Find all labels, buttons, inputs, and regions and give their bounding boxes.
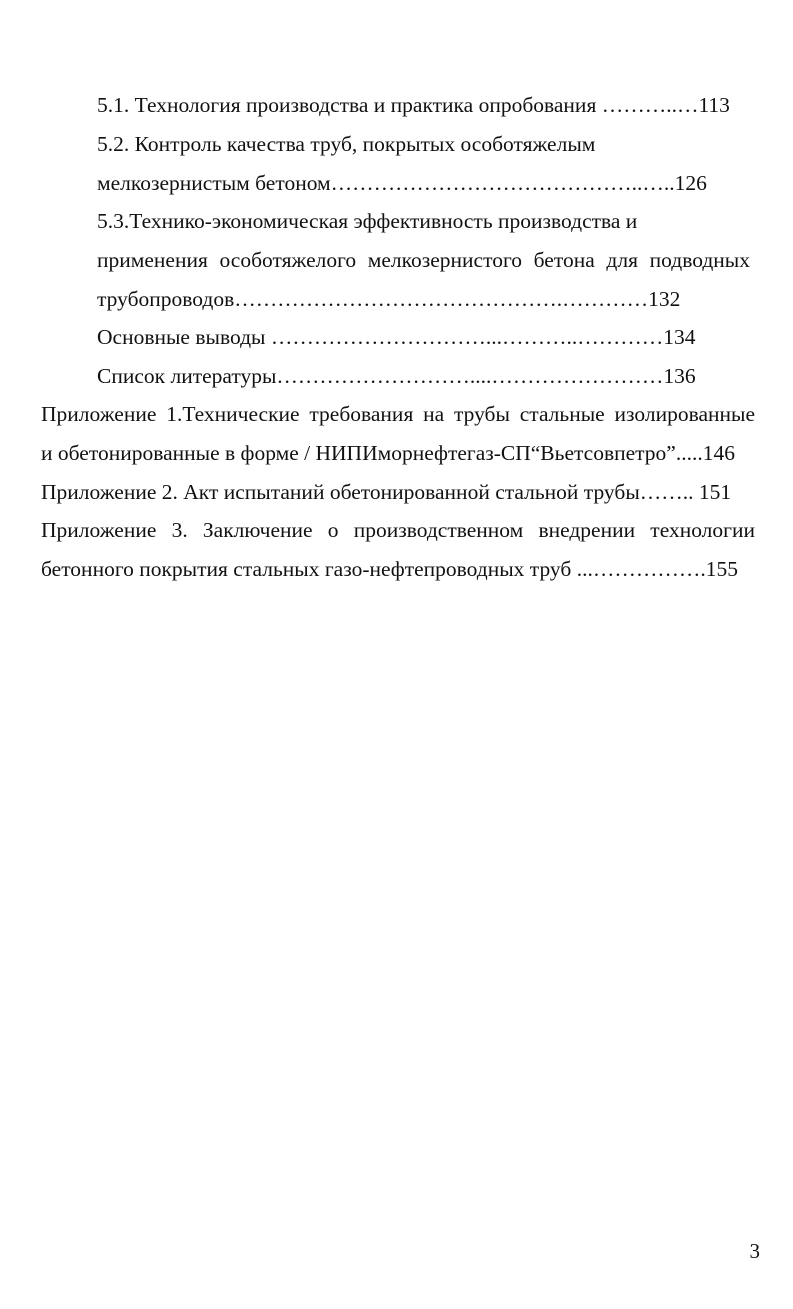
- toc-entry-conclusions: Основные выводы …………………………...………..…………134: [97, 325, 696, 349]
- toc-entry-references: Список литературы………………………....……………………136: [97, 364, 696, 388]
- toc-entry-5-3-line-1: 5.3.Технико-экономическая эффективность производства и: [97, 209, 638, 233]
- toc-entry-appendix-1-line-2: и обетонированные в форме / НИПИморнефтегаз-СП“Вьетсовпетро”.....146: [41, 441, 735, 465]
- toc-entry-appendix-3-line-2: бетонного покрытия стальных газо-нефтепроводных труб ...…………….155: [41, 557, 738, 581]
- toc-entry-5-2-line-2: мелкозернистым бетоном……………………………………..…..126: [97, 171, 707, 195]
- toc-entry-appendix-2: Приложение 2. Акт испытаний обетонированной стальной трубы…….. 151: [41, 480, 732, 504]
- toc-entry-appendix-3-line-1: Приложение 3. Заключение о производственном внедрении технологии: [41, 518, 755, 542]
- page-number: 3: [749, 1239, 760, 1263]
- toc-entry-5-3-line-3: трубопроводов……………………………………….…………132: [97, 287, 681, 311]
- toc-entry-5-2-line-1: 5.2. Контроль качества труб, покрытых особотяжелым: [97, 132, 596, 156]
- toc-entry-appendix-1-line-1: Приложение 1.Технические требования на трубы стальные изолированные: [41, 402, 755, 426]
- toc-entry-5-1: 5.1. Технология производства и практика опробования ………..…113: [97, 93, 730, 117]
- toc-entry-5-3-line-2: применения особотяжелого мелкозернистого бетона для подводных: [97, 248, 750, 272]
